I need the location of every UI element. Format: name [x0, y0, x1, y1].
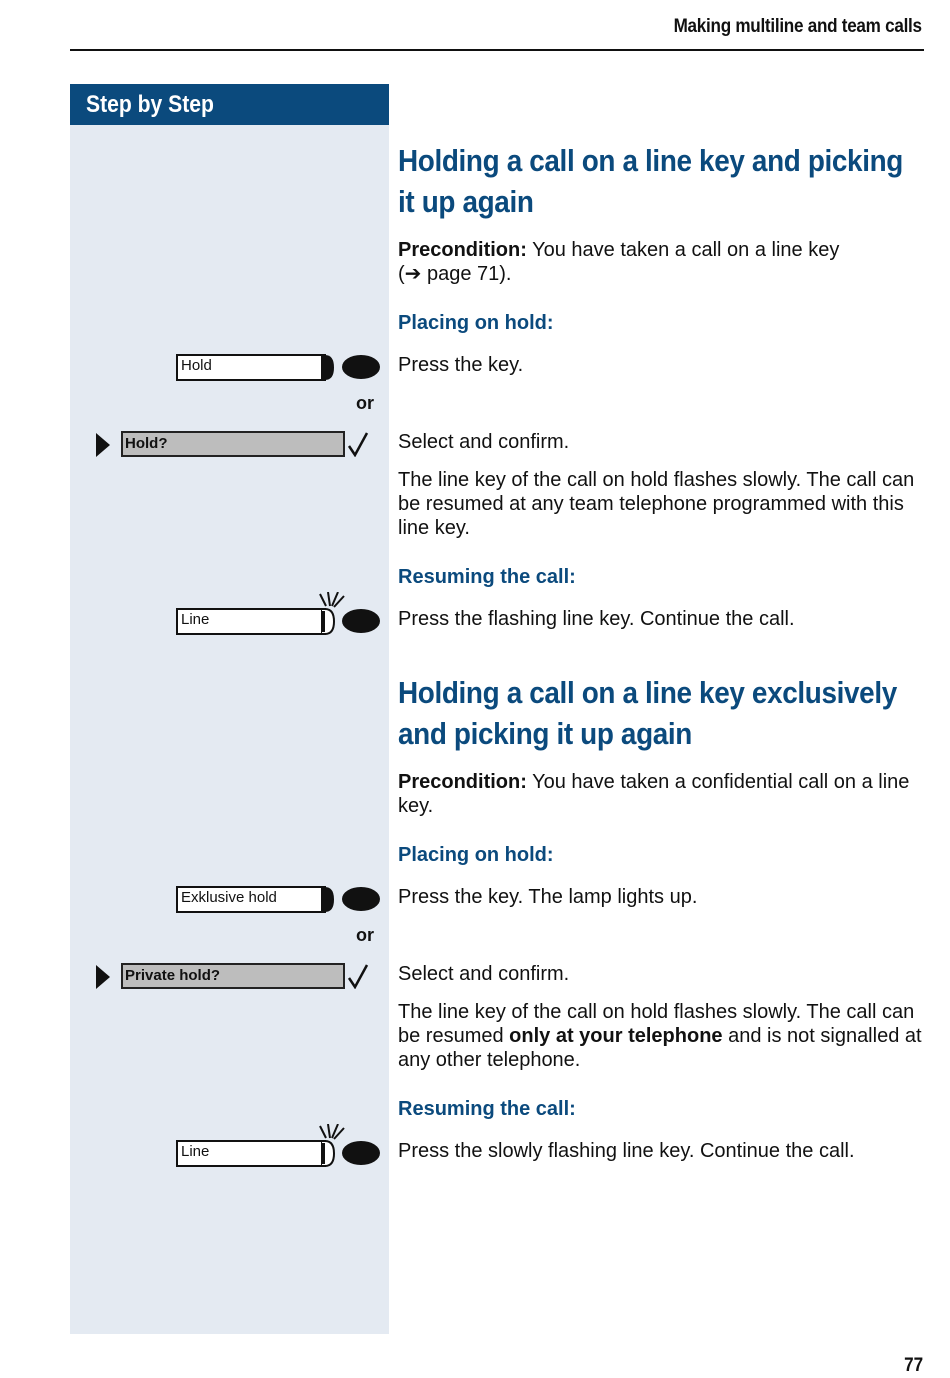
confirm-check-icon	[347, 963, 369, 989]
key-cap-icon	[321, 353, 335, 382]
key-cap-icon	[321, 607, 335, 636]
or-label: or	[356, 393, 374, 413]
header-rule	[70, 49, 924, 51]
section2-title-line1: Holding a call on a line key exclusively	[398, 675, 897, 710]
hold-key-box	[176, 354, 326, 381]
line-key[interactable]	[176, 608, 326, 633]
flashing-icon	[316, 1124, 346, 1140]
exclusive-hold-key-box	[176, 886, 326, 913]
section1-precondition	[398, 238, 928, 286]
section2-placing-heading: Placing on hold:	[398, 844, 554, 866]
hold-key[interactable]	[176, 354, 326, 379]
select-confirm-text: Select and confirm.	[398, 431, 570, 453]
menu-item-private-hold[interactable]	[94, 963, 354, 989]
section1-resuming-heading: Resuming the call:	[398, 566, 576, 588]
precondition-label: Precondition:	[398, 771, 527, 793]
press-key-lamp-text: Press the key. The lamp lights up.	[398, 886, 698, 908]
key-press-icon	[342, 355, 380, 379]
press-flashing-text: Press the flashing line key. Continue the call.	[398, 608, 795, 630]
info-part2: and is not signalled at any other telephone.	[398, 1025, 922, 1071]
line-key-box	[176, 1140, 326, 1167]
sidebar-heading	[70, 84, 389, 125]
menu-item-hold-label: Hold?	[121, 431, 345, 457]
info-part1: The line key of the call on hold flashes slowly. The call can be resumed	[398, 1001, 915, 1047]
flashing-icon	[316, 592, 346, 608]
page-number: 77	[903, 1355, 923, 1376]
running-header: Making multiline and team calls	[673, 16, 922, 37]
section2-title-line2: and picking it up again	[398, 716, 692, 751]
section2-precondition	[398, 770, 928, 818]
section1-title	[398, 140, 928, 222]
menu-item-private-hold-label: Private hold?	[121, 963, 345, 989]
precondition-label: Precondition:	[398, 239, 527, 261]
press-slow-flashing-text: Press the slowly flashing line key. Continue the call.	[398, 1140, 855, 1162]
menu-item-hold[interactable]	[94, 431, 354, 457]
key-press-icon	[342, 887, 380, 911]
precondition-text: You have taken a confidential call on a line key.	[398, 771, 910, 817]
select-confirm-text: Select and confirm.	[398, 963, 570, 985]
section1-title-line2: it up again	[398, 184, 534, 219]
line-key-label: Line	[181, 611, 210, 628]
select-arrow-icon	[94, 965, 112, 989]
info-bold: only at your telephone	[509, 1025, 723, 1047]
confirm-check-icon	[347, 431, 369, 457]
key-cap-icon	[321, 885, 335, 914]
line-key-box	[176, 608, 326, 635]
precondition-text: You have taken a call on a line key	[526, 239, 840, 261]
key-press-icon	[342, 1141, 380, 1165]
sidebar-heading-text: Step by Step	[86, 91, 214, 118]
line-key[interactable]	[176, 1140, 326, 1165]
key-cap-icon	[321, 1139, 335, 1168]
section1-title-line1: Holding a call on a line key and picking	[398, 143, 903, 178]
line-key-label: Line	[181, 1143, 210, 1160]
exclusive-hold-key-label: Exklusive hold	[181, 889, 277, 906]
hold-key-label: Hold	[181, 357, 212, 374]
key-press-icon	[342, 609, 380, 633]
exclusive-hold-key[interactable]	[176, 886, 326, 911]
hold-info-text: The line key of the call on hold flashes slowly. The call can be resumed at any team telephone programmed with this line key.	[398, 469, 915, 539]
section2-title	[398, 672, 928, 754]
press-key-text: Press the key.	[398, 354, 524, 376]
exclusive-hold-info-text	[398, 1000, 928, 1072]
select-arrow-icon	[94, 433, 112, 457]
page-reference-link[interactable]: (➔ page 71).	[398, 263, 512, 285]
section2-resuming-heading: Resuming the call:	[398, 1098, 576, 1120]
or-label: or	[356, 925, 374, 945]
section1-placing-heading: Placing on hold:	[398, 312, 554, 334]
